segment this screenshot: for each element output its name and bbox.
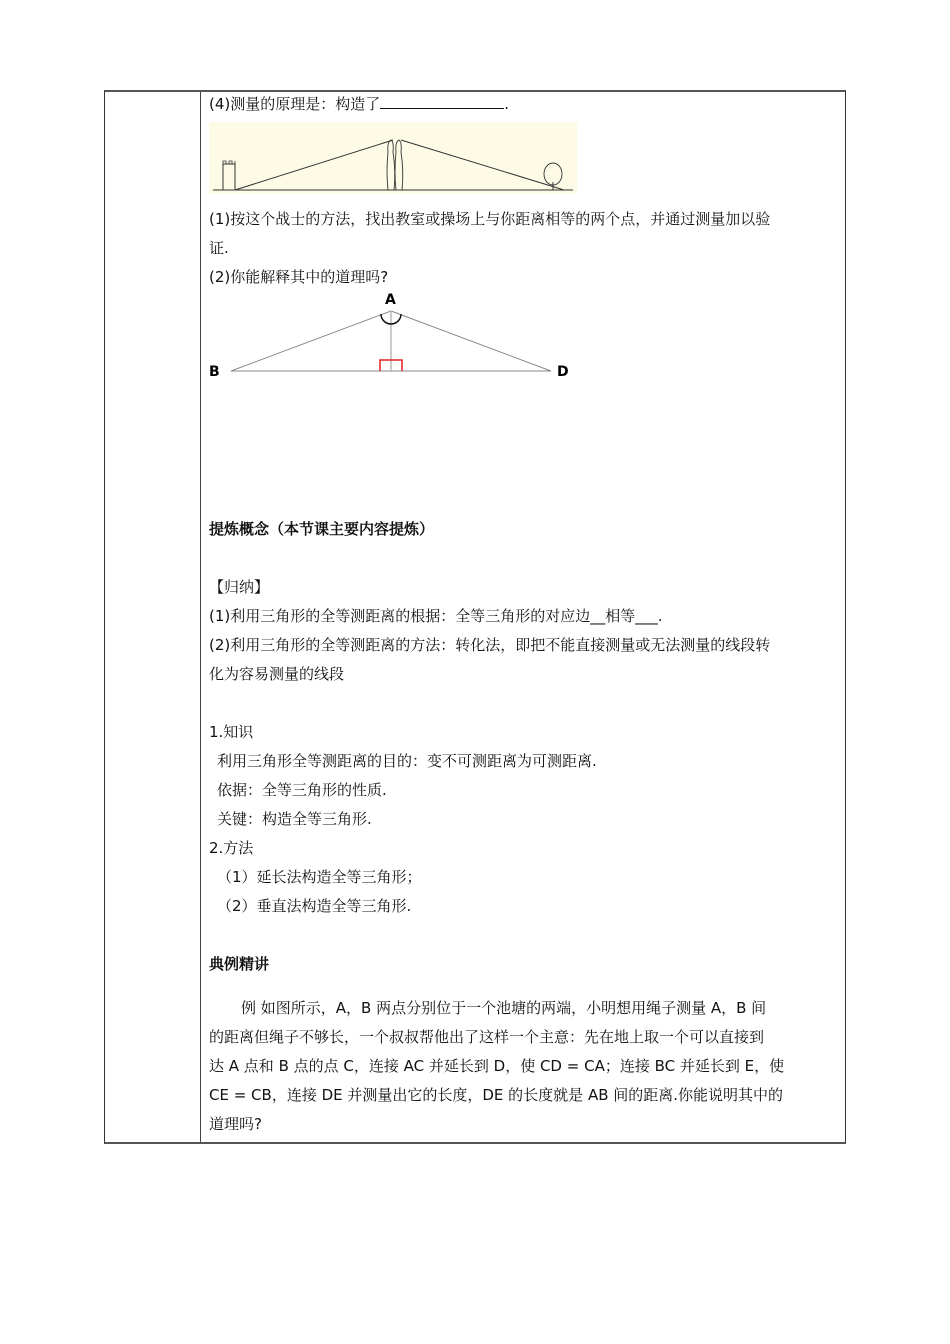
task-1-line-1: (1)按这个战士的方法，找出教室或操场上与你距离相等的两个点，并通过测量加以验: [209, 210, 771, 228]
summary-item-1-answer: __相等___: [590, 607, 658, 625]
method-1: （1）延长法构造全等三角形；: [217, 868, 422, 886]
tower-icon: [223, 164, 235, 190]
task-1-line-2: 证.: [209, 239, 229, 257]
example-line-1: 例 如图所示，A，B 两点分别位于一个池塘的两端，小明想用绳子测量 A，B 间: [241, 999, 767, 1017]
knowledge-key: 关键：构造全等三角形.: [217, 810, 372, 828]
soldier-icon: [387, 140, 395, 190]
methods-title: 2.方法: [209, 839, 254, 857]
soldier-measurement-figure: [209, 122, 577, 194]
example-line-3: 达 A 点和 B 点的点 C，连接 AC 并延长到 D，使 CD = CA；连接 BC 并延长到 E，使: [209, 1057, 785, 1075]
answer-blank: [380, 94, 504, 109]
label-a: A: [385, 292, 396, 308]
example-line-2: 的距离但绳子不够长，一个叔叔帮他出了这样一个主意：先在地上取一个可以直接到: [209, 1028, 765, 1046]
knowledge-purpose: 利用三角形全等测距离的目的：变不可测距离为可测距离.: [217, 752, 597, 770]
label-d: D: [557, 364, 569, 380]
method-2: （2）垂直法构造全等三角形.: [217, 897, 412, 915]
concept-heading: 提炼概念（本节课主要内容提炼）: [209, 520, 435, 538]
summary-item-1: [209, 606, 663, 626]
label-b: B: [209, 364, 220, 380]
content-column: [201, 92, 845, 1142]
example-line-4: CE = CB，连接 DE 并测量出它的长度，DE 的长度就是 AB 间的距离.你能说明其中的: [209, 1086, 784, 1104]
summary-item-2-line-1: (2)利用三角形的全等测距离的方法：转化法，即把不能直接测量或无法测量的线段转: [209, 636, 771, 654]
triangle-abd-diagram: [201, 292, 601, 396]
example-heading: 典例精讲: [209, 955, 270, 973]
question-4-suffix: .: [504, 95, 510, 113]
knowledge-basis: 依据：全等三角形的性质.: [217, 781, 387, 799]
task-2: (2)你能解释其中的道理吗?: [209, 268, 389, 286]
knowledge-title: 1.知识: [209, 723, 254, 741]
tree-icon: [544, 163, 562, 185]
lesson-table: [104, 90, 846, 1144]
summary-item-2-line-2: 化为容易测量的线段: [209, 665, 345, 683]
example-line-5: 道理吗?: [209, 1115, 262, 1133]
summary-title: 【归纳】: [209, 578, 270, 596]
question-4: [209, 94, 509, 114]
left-column: [105, 92, 201, 1142]
summary-item-1-text: (1)利用三角形的全等测距离的根据：全等三角形的对应边: [209, 607, 591, 625]
summary-item-1-suffix: .: [657, 607, 663, 625]
question-4-text: (4)测量的原理是：构造了: [209, 95, 381, 113]
